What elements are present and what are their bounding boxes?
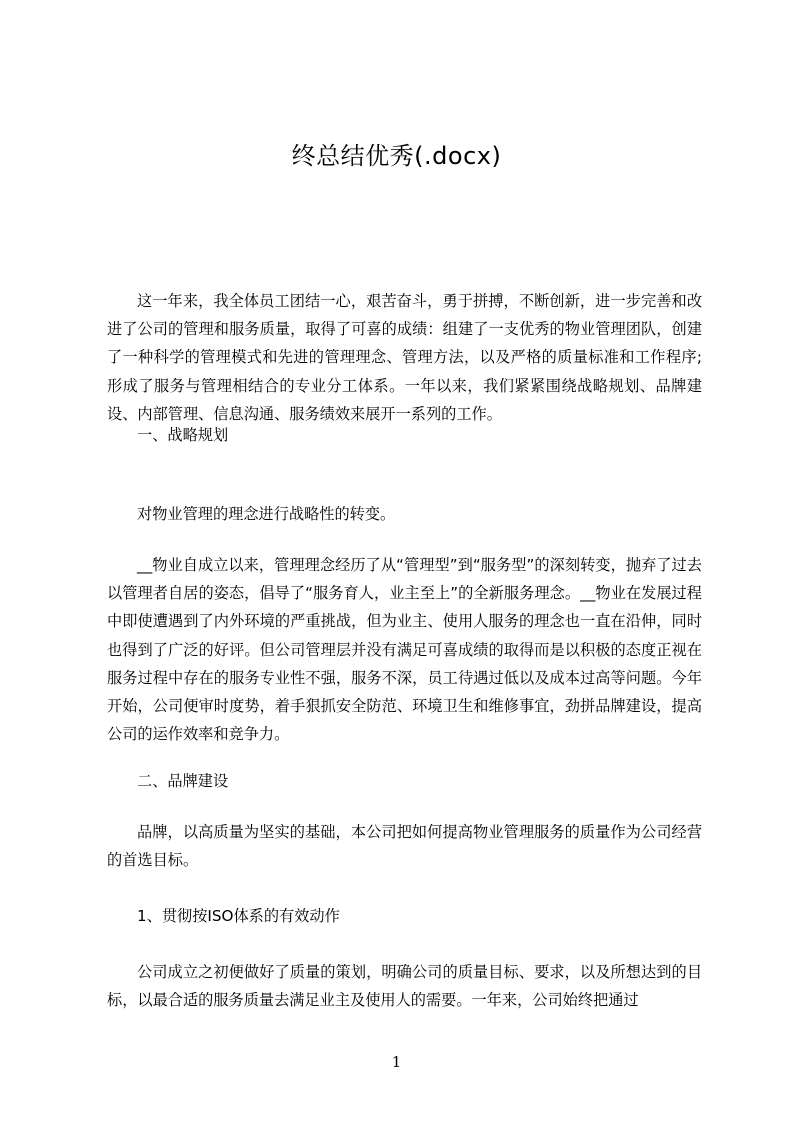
paragraph-intro: 这一年来，我全体员工团结一心，艰苦奋斗，勇于拼搏，不断创新，进一步完善和改进了公司的管理和服务质量，取得了可喜的成绩：组建了一支优秀的物业管理团队，创建了一种科学的管理模式和先进的管理理念、管理方法，以及严格的质量标准和工作程序;形成了服务与管理相结合的专业分工体系。一年以来，我们紧紧围绕战略规划、品牌建设、内部管理、信息沟通、服务绩效来展开一系列的工作。 [107,292,702,423]
subsection-heading-iso: 1、贯彻按ISO体系的有效动作 [137,907,340,925]
page-number: 1 [391,1053,402,1071]
section-heading-strategy: 一、战略规划 [137,426,229,444]
paragraph-strategy-summary: 对物业管理的理念进行战略性的转变。 [137,505,396,523]
paragraph-brand-summary: 品牌，以高质量为坚实的基础，本公司把如何提高物业管理服务的质量作为公司经营的首选目标。 [107,823,702,870]
paragraph-strategy-detail: __物业自成立以来，管理理念经历了从“管理型”到“服务型”的深刻转变，抛弃了过去以管理者自居的姿态，倡导了“服务育人，业主至上”的全新服务理念。__物业在发展过程中即使遭遇到了内外环境的严重挑战，但为业主、使用人服务的理念也一直在沿伸，同时也得到了广泛的好评。但公司管理层并没有满足可喜成绩的取得而是以积极的态度正视在服务过程中存在的服务专业性不强，服务不深，员工待遇过低以及成本过高等问题。今年开始，公司便审时度势，着手狠抓安全防范、环境卫生和维修事宜，劲拼品牌建设，提高公司的运作效率和竞争力。 [107,556,702,744]
section-heading-brand: 二、品牌建设 [137,772,229,790]
paragraph-iso-detail: 公司成立之初便做好了质量的策划，明确公司的质量目标、要求，以及所想达到的目标，以最合适的服务质量去满足业主及使用人的需要。一年来，公司始终把通过 [107,963,702,1010]
document-title: 终总结优秀(.docx) [291,142,502,170]
